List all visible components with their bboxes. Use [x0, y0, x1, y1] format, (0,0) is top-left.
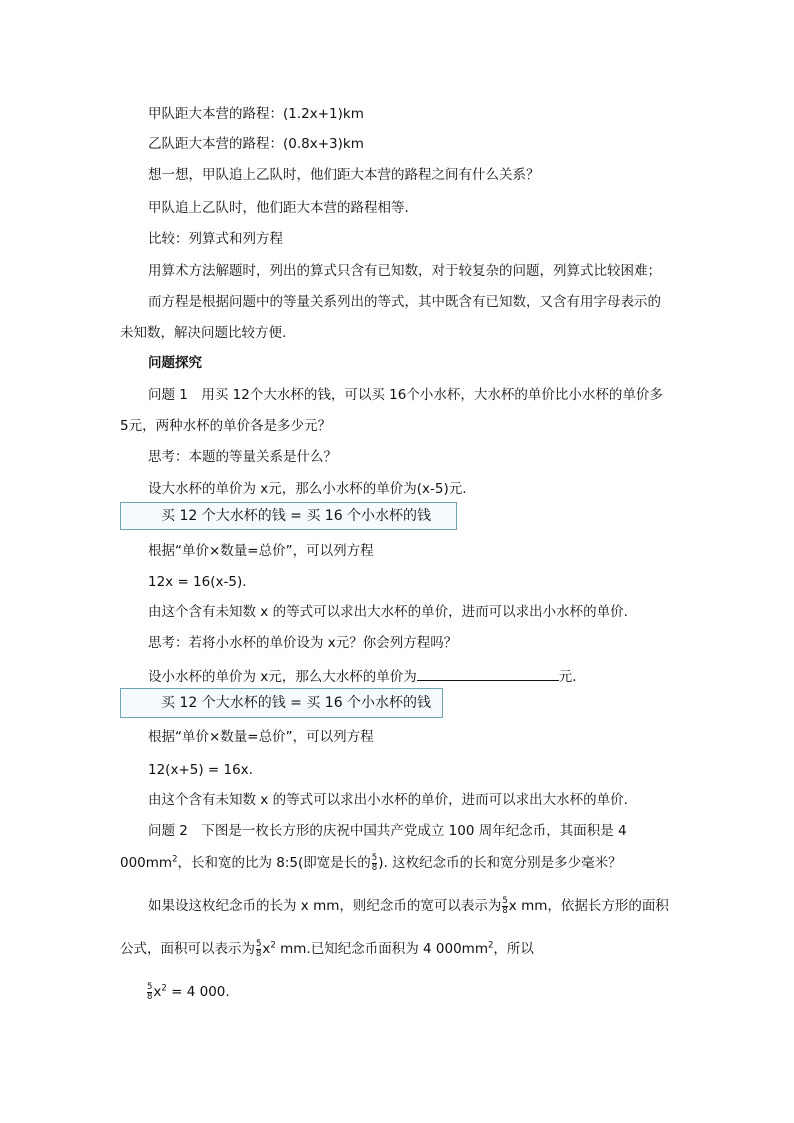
think-alternative: 思考：若将小水杯的单价设为 x元？你会列方程吗？	[148, 635, 458, 651]
assume-large-cup: 设大水杯的单价为 x元，那么小水杯的单价为(x-5)元.	[148, 481, 467, 497]
area-value: 000mm	[120, 855, 173, 871]
problem-1-text: 问题 1 用买 12个大水杯的钱，可以买 16个小水杯，大水杯的单价比小水杯的单价多	[148, 387, 663, 403]
assume-length-text: 如果设这枚纪念币的长为 x mm，则纪念币的宽可以表示为	[148, 898, 502, 914]
line-team-a-distance: 甲队距大本营的路程：(1.2x+1)km	[148, 106, 364, 122]
line-compare: 比较：列算式和列方程	[148, 231, 283, 247]
think-relation: 思考：本题的等量关系是什么？	[148, 449, 337, 465]
fraction-five-eighths	[372, 854, 377, 872]
ratio-text: ，长和宽的比为 8:5(即宽是长的	[177, 855, 371, 871]
price-formula-2: 根据“单价×数量=总价”，可以列方程	[148, 729, 374, 745]
assume-small-cup-text: 设小水杯的单价为 x元，那么大水杯的单价为	[148, 669, 417, 685]
question-text: ). 这枚纪念币的长和宽分别是多少毫米？	[378, 855, 622, 871]
equation-3	[146, 983, 230, 1001]
fraction-five-eighths	[256, 940, 261, 958]
therefore-text: ，所以	[493, 941, 534, 957]
fraction-denominator: 8	[371, 862, 378, 873]
area-superscript: 2	[172, 854, 178, 865]
fraction-denominator: 8	[502, 905, 508, 916]
line-unknown: 未知数，解决问题比较方便.	[120, 325, 287, 341]
area-formula-text: 公式，面积可以表示为	[120, 941, 255, 957]
problem-2-text-cont	[120, 854, 622, 872]
mm-squared: 2	[487, 940, 494, 951]
line-equation: 而方程是根据问题中的等量关系列出的等式，其中既含有已知数，又含有用字母表示的	[148, 294, 661, 310]
fraction-five-eighths	[147, 983, 152, 1001]
fraction-numerator: 5	[371, 853, 378, 863]
unit-yuan: 元.	[558, 669, 577, 685]
x-squared: 2	[270, 940, 276, 951]
variable-x: x	[153, 984, 162, 1000]
equation-2: 12(x+5) = 16x.	[148, 762, 253, 778]
x-squared: 2	[161, 983, 167, 994]
assume-small-cup	[148, 666, 577, 686]
equation-1: 12x = 16(x-5).	[148, 574, 247, 590]
section-heading: 问题探究	[148, 355, 202, 371]
problem-2-text: 问题 2 下图是一枚长方形的庆祝中国共产党成立 100 周年纪念币，其面积是 4	[148, 823, 627, 839]
fraction-numerator: 5	[147, 982, 153, 992]
fraction-denominator: 8	[256, 948, 262, 959]
equality-box-1: 买 12 个大水杯的钱 = 买 16 个小水杯的钱	[120, 502, 457, 530]
fraction-denominator: 8	[147, 991, 153, 1002]
solve-note-1: 由这个含有未知数 x 的等式可以求出大水杯的单价，进而可以求出小水杯的单价.	[148, 604, 628, 620]
solve-note-2: 由这个含有未知数 x 的等式可以求出小水杯的单价，进而可以求出大水杯的单价.	[148, 792, 628, 808]
equality-box-2: 买 12 个大水杯的钱 = 买 16 个小水杯的钱	[120, 688, 443, 718]
answer-blank[interactable]	[417, 666, 559, 681]
line-team-b-distance: 乙队距大本营的路程：(0.8x+3)km	[148, 136, 364, 152]
variable-x: x	[262, 941, 271, 957]
line-arithmetic: 用算术方法解题时，列出的算式只含有已知数，对于较复杂的问题，列算式比较困难；	[148, 263, 661, 279]
fraction-numerator: 5	[256, 939, 262, 949]
line-think-question: 想一想，甲队追上乙队时，他们距大本营的路程之间有什么关系？	[148, 167, 540, 183]
width-text: x mm，依据长方形的面积	[508, 898, 669, 914]
fraction-numerator: 5	[502, 896, 508, 906]
equation-3-rhs: = 4 000.	[166, 984, 230, 1000]
fraction-five-eighths	[502, 897, 507, 915]
known-area-text: mm.已知纪念币面积为 4 000mm	[275, 941, 488, 957]
area-formula	[120, 940, 534, 958]
price-formula-1: 根据“单价×数量=总价”，可以列方程	[148, 543, 374, 559]
problem-1-text-cont: 5元，两种水杯的单价各是多少元？	[120, 418, 332, 434]
assume-length	[148, 897, 669, 915]
line-answer: 甲队追上乙队时，他们距大本营的路程相等.	[148, 200, 409, 216]
